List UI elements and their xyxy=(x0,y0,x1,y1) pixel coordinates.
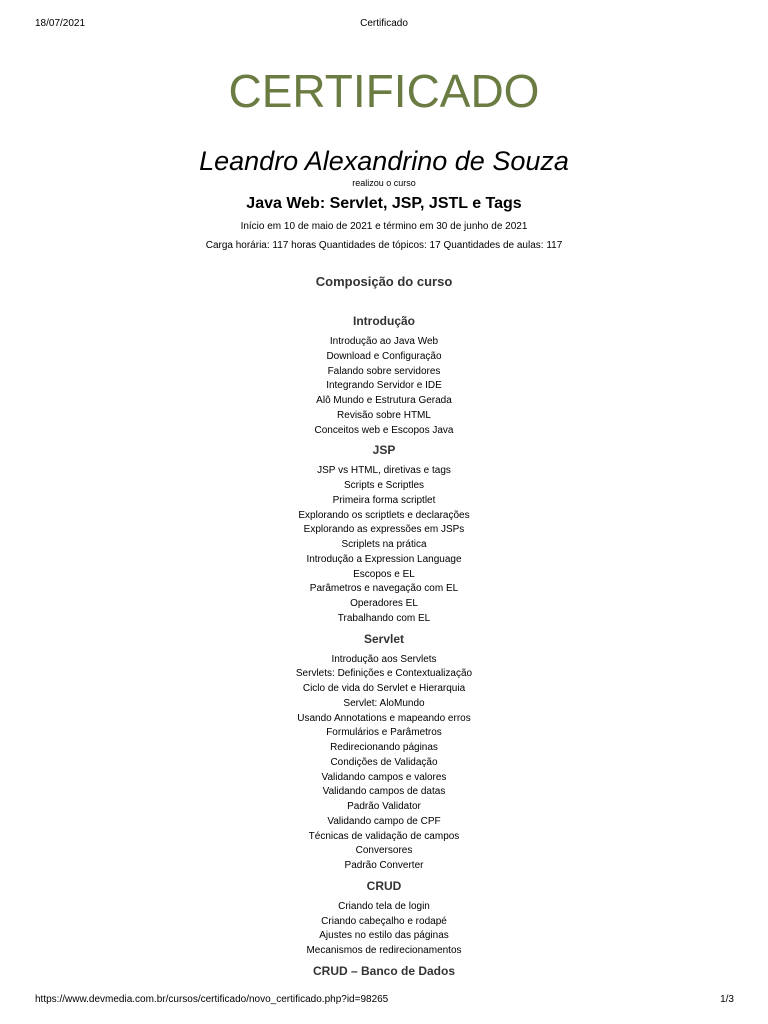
topic-item: Scripts e Scriptles xyxy=(343,480,425,491)
topic-item: Padrão Converter xyxy=(344,860,424,871)
topic-item: Alô Mundo e Estrutura Gerada xyxy=(316,395,452,406)
section-title: Introdução xyxy=(353,314,415,328)
topic-list xyxy=(0,653,768,874)
topic-item: Criando tela de login xyxy=(338,900,430,912)
topic-item: Servlets: Definições e Contextualização xyxy=(295,668,473,680)
certificate-content xyxy=(0,62,768,979)
topic-item: JSP vs HTML, diretivas e tags xyxy=(317,465,451,477)
topic-item: Escopos e EL xyxy=(353,568,415,580)
topic-item: Integrando Servidor e IDE xyxy=(326,380,442,392)
topic-item: Padrão Validator xyxy=(347,801,421,812)
topic-list xyxy=(0,335,768,438)
topic-item: Servlet: AloMundo xyxy=(343,697,425,709)
topic-item: Formulários e Parâmetros xyxy=(326,727,442,739)
course-name: Java Web: Servlet, JSP, JSTL e Tags xyxy=(246,195,522,212)
topic-item: Scriplets na prática xyxy=(341,539,427,550)
topic-item: Ciclo de vida do Servlet e Hierarquia xyxy=(302,683,466,694)
completed-course-label: realizou o curso xyxy=(352,178,416,188)
course-sections xyxy=(0,313,768,979)
topic-item: Condições de Validação xyxy=(330,756,438,768)
topic-item: Criando cabeçalho e rodapé xyxy=(321,915,447,927)
topic-item: Redirecionando páginas xyxy=(330,742,438,753)
page-number: 1/3 xyxy=(720,994,734,1005)
course-workload: Carga horária: 117 horas Quantidades de tópicos: 17 Quantidades de aulas: 117 xyxy=(205,240,563,251)
topic-item: Operadores EL xyxy=(350,598,418,609)
topic-item: Parâmetros e navegação com EL xyxy=(309,583,459,595)
page-url: https://www.devmedia.com.br/cursos/certificado/novo_certificado.php?id=98265 xyxy=(35,994,389,1005)
topic-item: Primeira forma scriptlet xyxy=(332,494,436,506)
topic-item: Conceitos web e Escopos Java xyxy=(314,424,454,436)
composition-title: Composição do curso xyxy=(315,274,453,289)
topic-item: Trabalhando com EL xyxy=(337,612,431,624)
section-title: JSP xyxy=(372,443,396,458)
topic-item: Usando Annotations e mapeando erros xyxy=(297,712,471,724)
topic-item: Explorando as expressões em JSPs xyxy=(303,524,465,536)
topic-item: Validando campo de CPF xyxy=(327,815,441,827)
topic-item: Introdução aos Servlets xyxy=(331,653,437,665)
topic-list xyxy=(0,900,768,959)
topic-item: Conversores xyxy=(355,845,413,857)
topic-item: Mecanismos de redirecionamentos xyxy=(306,945,462,956)
topic-item: Falando sobre servidores xyxy=(327,365,441,377)
topic-item: Download e Configuração xyxy=(326,350,442,362)
topic-item: Validando campos e valores xyxy=(321,771,447,783)
topic-item: Introdução a Expression Language xyxy=(306,553,462,565)
section-title: CRUD – Banco de Dados xyxy=(312,963,456,978)
topic-item: Revisão sobre HTML xyxy=(337,409,431,421)
topic-item: Introdução ao Java Web xyxy=(329,336,439,347)
section-title: Servlet xyxy=(363,631,405,646)
topic-item: Validando campos de datas xyxy=(322,786,446,798)
topic-list xyxy=(0,464,768,626)
topic-item: Técnicas de validação de campos xyxy=(308,830,460,842)
topic-item: Ajustes no estilo das páginas xyxy=(319,930,449,942)
topic-item: Explorando os scriptlets e declarações xyxy=(298,509,470,521)
course-dates: Início em 10 de maio de 2021 e término em 30 de junho de 2021 xyxy=(240,221,528,232)
certificate-title: CERTIFICADO xyxy=(228,65,540,117)
print-title: Certificado xyxy=(360,18,408,29)
student-name: Leandro Alexandrino de Souza xyxy=(199,146,569,176)
section-title: CRUD xyxy=(366,878,402,893)
print-date: 18/07/2021 xyxy=(35,18,86,29)
